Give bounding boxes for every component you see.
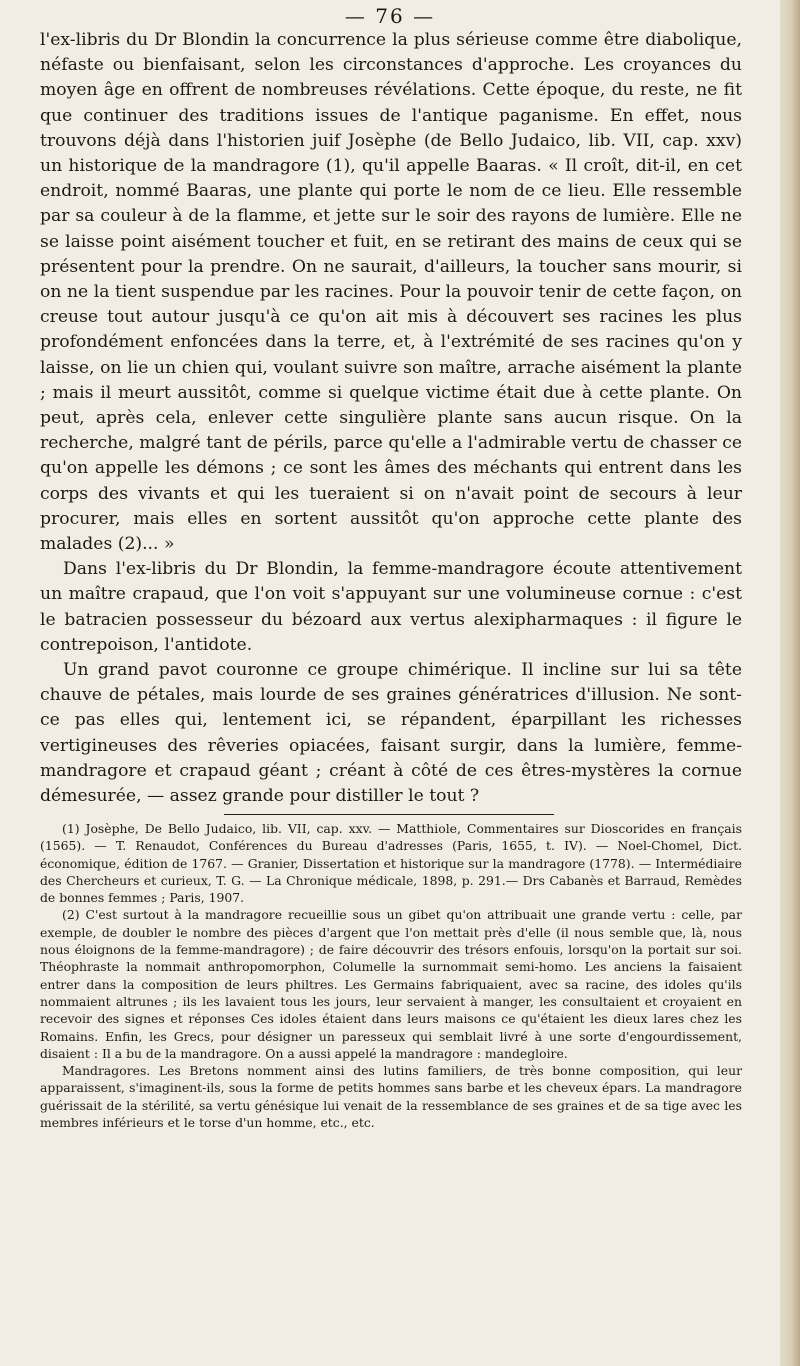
footnote-1: (1) Josèphe, De Bello Judaico, lib. VII, cap. xxv. — Matthiole, Commentaires sur Dioscorides en français (1565). — T. Renaudot, Conférences du Bureau d'adresses (Paris, 1655, t. IV). — Noel-Chomel, Dict. économique, édition de 1767. — Granier, Dissertation et historique sur la mandragore (1778). — Intermédiaire des Chercheurs et curieux, T. G. — La Chronique médicale, 1898, p. 291.— Drs Cabanès et Barraud, Remèdes de bonnes femmes ; Paris, 1907. <box>40 821 742 906</box>
paragraph-1: l'ex-libris du Dr Blondin la concurrence la plus sérieuse comme être diabolique, néfaste ou bienfaisant, selon les circonstances d'approche. Les croyances du moyen âge en offrent de nombreuses révélations. Cette époque, du reste, ne fit que continuer des traditions issues de l'antique paganisme. En effet, nous trouvons déjà dans l'historien juif Josèphe (de Bello Judaico, lib. VII, cap. xxv) un historique de la mandragore (1), qu'il appelle Baaras. « Il croît, dit-il, en cet endroit, nommé Baaras, une plante qui porte le nom de ce lieu. Elle ressemble par sa couleur à de la flamme, et jette sur le soir des rayons de lumière. Elle ne se laisse point aisément toucher et fuit, en se retirant des mains de ceux qui se présentent pour la prendre. On ne saurait, d'ailleurs, la toucher sans mourir, si on ne la tient suspendue par les racines. Pour la pouvoir tenir de cette façon, on creuse tout autour jusqu'à ce qu'on ait mis à découvert ses racines les plus profondément enfoncées dans la terre, et, à l'extrémité de ses racines qu'on y laisse, on lie un chien qui, voulant suivre son maître, arrache aisément la plante ; mais il meurt aussitôt, comme si quelque victime était due à cette plante. On peut, après cela, enlever cette singulière plante sans aucun risque. On la recherche, malgré tant de périls, parce qu'elle a l'admirable vertu de chasser ce qu'on appelle les démons ; ce sont les âmes des méchants qui entrent dans les corps des vivants et qui les tueraient si on n'avait point de secours à leur procurer, mais elles en sortent aussitôt qu'on approche cette plante des malades (2)... » <box>40 30 742 555</box>
main-text <box>40 28 742 809</box>
paragraph-3: Un grand pavot couronne ce groupe chimérique. Il incline sur lui sa tête chauve de pétales, mais lourde de ses graines génératrices d'illusion. Ne sont-ce pas elles qui, lentement ici, se répandent, éparpillant les richesses vertigineuses des rêveries opiacées, faisant surgir, dans la lumière, femme-mandragore et crapaud géant ; créant à côté de ces êtres-mystères la cornue démesurée, — assez grande pour distiller le tout ? <box>40 660 742 807</box>
footnotes <box>40 820 742 1131</box>
page-number: — 76 — <box>344 4 436 28</box>
footnote-separator <box>224 814 554 815</box>
footnote-2-continued: Mandragores. Les Bretons nomment ainsi des lutins familiers, de très bonne composition, qui leur apparaissent, s'imaginent-ils, sous la forme de petits hommes sans barbe et les cheveux épars. La mandragore guérissait de la stérilité, sa vertu génésique lui venait de la ressemblance de ses graines et de sa tige avec les membres inférieurs et le torse d'un homme, etc., etc. <box>40 1063 742 1131</box>
paragraph-2: Dans l'ex-libris du Dr Blondin, la femme-mandragore écoute attentivement un maître crapaud, que l'on voit s'appuyant sur une volumineuse cornue : c'est le batracien possesseur du bézoard aux vertus alexipharmaques : il figure le contrepoison, l'antidote. <box>40 559 742 655</box>
footnote-2: (2) C'est surtout à la mandragore recueillie sous un gibet qu'on attribuait une grande vertu : celle, par exemple, de doubler le nombre des pièces d'argent que l'on mettait près d'elle (il nous semble que, là, nous nous éloignons de la femme-mandragore) ; de faire découvrir des trésors enfouis, lorsqu'on la portait sur soi. Théophraste la nommait anthropomorphon, Columelle la surnommait semi-homo. Les anciens la faisaient entrer dans la composition de leurs philtres. Les Germains fabriquaient, avec sa racine, des idoles qu'ils nommaient altrunes ; ils les lavaient tous les jours, leur servaient à manger, les consultaient et croyaient en recevoir des signes et réponses Ces idoles étaient dans leurs maisons ce qu'étaient les dieux lares chez les Romains. Enfin, les Grecs, pour désigner un paresseux qui semblait livré à une sorte d'engourdissement, disaient : Il a bu de la mandragore. On a aussi appelé la mandragore : mandegloire. <box>40 907 742 1061</box>
book-edge-shadow <box>780 0 800 1366</box>
